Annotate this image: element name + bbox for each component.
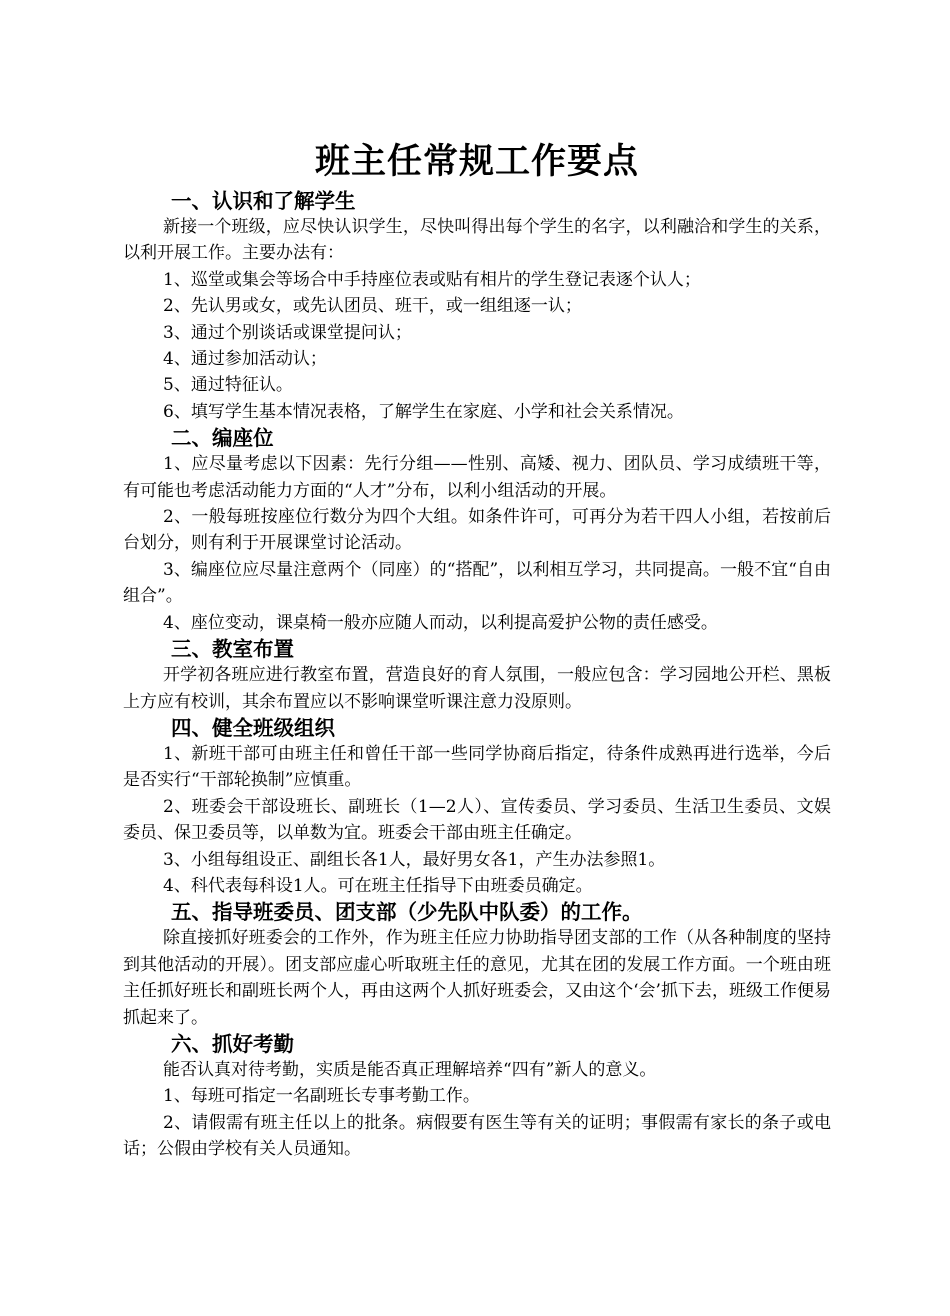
section-6: [123, 1031, 831, 1163]
section-1: [123, 188, 831, 425]
list-item: 2、一般每班按座位行数分为四个大组。如条件许可，可再分为若干四人小组，若按前后台划分，则有利于开展课堂讨论活动。: [123, 507, 831, 554]
section-heading: 二、编座位: [171, 426, 274, 451]
paragraph: 能否认真对待考勤，实质是能否真正理解培养“四有”新人的意义。: [163, 1059, 657, 1080]
section-heading: 三、教室布置: [171, 637, 294, 662]
list-item: 1、新班干部可由班主任和曾任干部一些同学协商后指定，待条件成熟再进行选举，今后是否实行“干部轮换制”应慎重。: [123, 743, 831, 791]
section-heading: 五、指导班委员、团支部（少先队中队委）的工作。: [171, 900, 643, 925]
list-item: 4、座位变动，课桌椅一般亦应随人而动，以利提高爱护公物的责任感受。: [163, 612, 718, 633]
list-item: 2、班委会干部设班长、副班长（1—2人）、宣传委员、学习委员、生活卫生委员、文娱委员、保卫委员等，以单数为宜。班委会干部由班主任确定。: [123, 796, 831, 844]
list-item: 2、先认男或女，或先认团员、班干，或一组组逐一认；: [163, 296, 582, 317]
document-title: 班主任常规工作要点: [314, 142, 639, 182]
list-item: 1、应尽量考虑以下因素：先行分组——性别、高矮、视力、团队员、学习成绩班干等，有可能也考虑活动能力方面的“人才”分布，以利小组活动的开展。: [123, 454, 831, 501]
document-body: [123, 138, 831, 1163]
list-item: 6、填写学生基本情况表格，了解学生在家庭、小学和社会关系情况。: [163, 401, 684, 422]
list-item: 3、小组每组设正、副组长各1人，最好男女各1，产生办法参照1。: [163, 849, 666, 870]
paragraph: 开学初各班应进行教室布置，营造良好的育人氛围，一般应包含：学习园地公开栏、黑板上方应有校训，其余布置应以不影响课堂听课注意力没原则。: [123, 665, 831, 712]
list-item: 1、每班可指定一名副班长专事考勤工作。: [163, 1086, 480, 1107]
section-3: [123, 636, 831, 715]
section-2: [123, 425, 831, 636]
list-item: 2、请假需有班主任以上的批条。病假要有医生等有关的证明；事假需有家长的条子或电话；公假由学校有关人员通知。: [123, 1112, 831, 1160]
section-heading: 六、抓好考勤: [171, 1031, 294, 1056]
list-item: 4、科代表每科设1人。可在班主任指导下由班委员确定。: [163, 875, 593, 896]
list-item: 3、编座位应尽量注意两个（同座）的“搭配”，以利相互学习，共同提高。一般不宜“自由组合”。: [123, 559, 831, 607]
list-item: 4、通过参加活动认；: [163, 349, 327, 370]
list-item: 3、通过个别谈话或课堂提问认；: [163, 322, 412, 343]
section-heading: 四、健全班级组织: [171, 715, 335, 740]
section-5: [123, 899, 831, 1031]
paragraph: 新接一个班级，应尽快认识学生，尽快叫得出每个学生的名字，以利融洽和学生的关系，以利开展工作。主要办法有：: [123, 217, 831, 264]
paragraph: 除直接抓好班委会的工作外，作为班主任应力协助指导团支部的工作（从各种制度的坚持到其他活动的开展）。团支部应虚心听取班主任的意见，尤其在团的发展工作方面。一个班由班主任抓好班长和副班长两个人，再由这两个人抓好班委会，又由这个‘会’抓下去，班级工作便易抓起来了。: [123, 928, 831, 1028]
section-heading: 一、认识和了解学生: [171, 189, 356, 213]
list-item: 1、巡堂或集会等场合中手持座位表或贴有相片的学生登记表逐个认人；: [163, 269, 701, 290]
section-4: [123, 715, 831, 899]
list-item: 5、通过特征认。: [163, 375, 293, 396]
